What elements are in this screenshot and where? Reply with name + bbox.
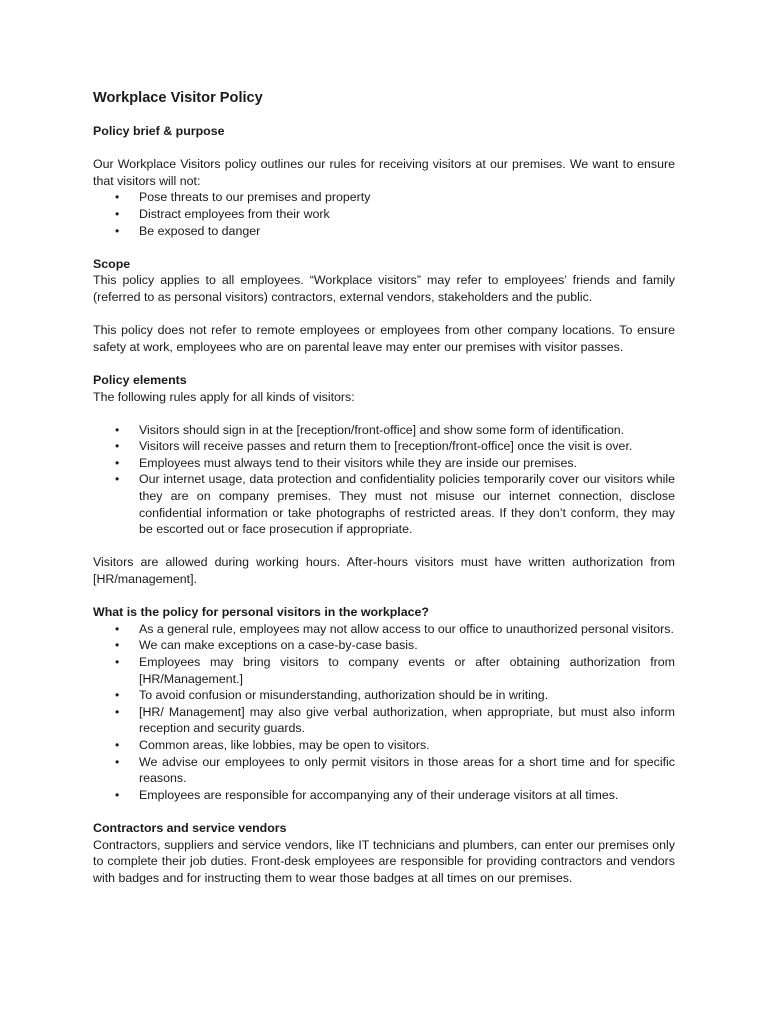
elements-list bbox=[93, 422, 675, 538]
document-title: Workplace Visitor Policy bbox=[93, 90, 263, 106]
list-item: • To avoid confusion or misunderstanding, authorization should be in writing. bbox=[93, 687, 675, 704]
list-item: • As a general rule, employees may not allow access to our office to unauthorized personal visitors. bbox=[93, 621, 675, 638]
section-heading-brief: Policy brief & purpose bbox=[93, 124, 225, 138]
list-item: • We can make exceptions on a case-by-case basis. bbox=[93, 637, 675, 654]
scope-paragraph-1: This policy applies to all employees. “Workplace visitors” may refer to employees’ friends and family (referred to as personal visitors) contractors, external vendors, stakeholders and the public. bbox=[93, 273, 675, 304]
list-item: • Common areas, like lobbies, may be open to visitors. bbox=[93, 737, 675, 754]
personal-list bbox=[93, 621, 675, 804]
section-heading-scope: Scope bbox=[93, 256, 131, 271]
list-item: • Visitors will receive passes and return them to [reception/front-office] once the visit is over. bbox=[93, 438, 675, 455]
list-item: • Pose threats to our premises and property bbox=[93, 189, 675, 206]
list-item: • Be exposed to danger bbox=[93, 223, 675, 240]
document-page bbox=[93, 88, 675, 886]
elements-intro: The following rules apply for all kinds of visitors: bbox=[93, 389, 355, 404]
section-heading-personal: What is the policy for personal visitors in the workplace? bbox=[93, 605, 429, 620]
list-item: • Distract employees from their work bbox=[93, 206, 675, 223]
list-item: • [HR/ Management] may also give verbal authorization, when appropriate, but must also inform reception and security guards. bbox=[93, 704, 675, 737]
brief-list bbox=[93, 189, 675, 239]
section-heading-elements: Policy elements bbox=[93, 372, 187, 387]
list-item: • Visitors should sign in at the [reception/front-office] and show some form of identification. bbox=[93, 422, 675, 439]
elements-after-paragraph: Visitors are allowed during working hours. After-hours visitors must have written authorization from [HR/management]. bbox=[93, 555, 675, 587]
section-heading-contractors: Contractors and service vendors bbox=[93, 820, 287, 835]
list-item: • Our internet usage, data protection and confidentiality policies temporarily cover our visitors while they are on company premises. They must not misuse our internet connection, disclose confidential information or take photographs of restricted areas. If they don’t conform, they may be escorted out or face prosecution if appropriate. bbox=[93, 471, 675, 537]
scope-paragraph-2: This policy does not refer to remote employees or employees from other company locations. To ensure safety at work, employees who are on parental leave may enter our premises with visitor passes. bbox=[93, 323, 675, 354]
list-item: • We advise our employees to only permit visitors in those areas for a short time and for specific reasons. bbox=[93, 754, 675, 787]
list-item: • Employees may bring visitors to company events or after obtaining authorization from [HR/Management.] bbox=[93, 654, 675, 687]
contractors-paragraph: Contractors, suppliers and service vendors, like IT technicians and plumbers, can enter our premises only to complete their job duties. Front-desk employees are responsible for providing contractors and vendors with badges and for instructing them to wear those badges at all times on our premises. bbox=[93, 837, 675, 885]
brief-intro: Our Workplace Visitors policy outlines our rules for receiving visitors at our premises. We want to ensure that visitors will not: bbox=[93, 157, 675, 188]
list-item: • Employees are responsible for accompanying any of their underage visitors at all times. bbox=[93, 787, 675, 804]
list-item: • Employees must always tend to their visitors while they are inside our premises. bbox=[93, 455, 675, 472]
